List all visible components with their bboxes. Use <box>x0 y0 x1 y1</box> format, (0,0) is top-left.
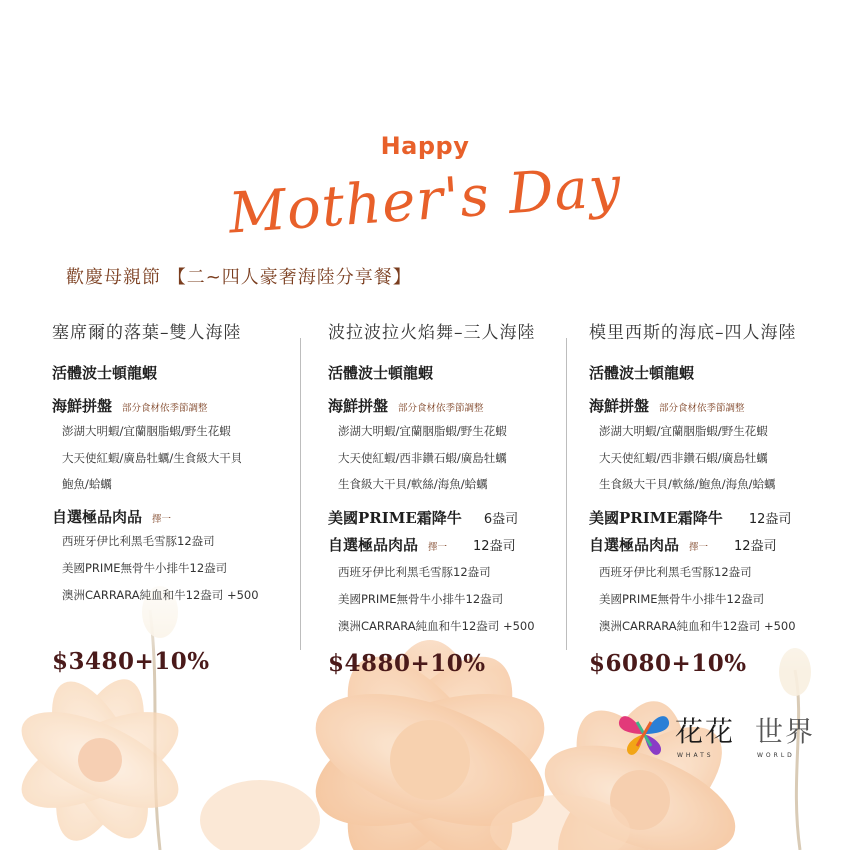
prime-beef-item <box>589 507 791 528</box>
meat-label: 自選極品肉品 <box>589 536 680 554</box>
set-title: 模里西斯的海底–四人海陸 <box>589 323 797 343</box>
set-price: $4880+10% <box>328 650 486 677</box>
butterfly-logo-icon <box>615 708 673 760</box>
lobster-item: 活體波士頓龍蝦 <box>589 364 695 382</box>
meat-option: 西班牙伊比利黑毛雪豚12盎司 <box>62 534 215 548</box>
meat-option: 西班牙伊比利黑毛雪豚12盎司 <box>599 565 752 579</box>
meat-label: 自選極品肉品 <box>328 536 419 554</box>
seafood-label: 海鮮拼盤 <box>589 397 650 415</box>
meat-option: 美國PRIME無骨牛小排牛12盎司 <box>599 592 765 606</box>
seafood-line: 生食級大干貝/軟絲/海魚/蛤蠣 <box>338 477 488 491</box>
meat-qty: 12盎司 <box>473 539 516 554</box>
meat-option: 澳洲CARRARA純血和牛12盎司 +500 <box>599 619 796 633</box>
seafood-platter-item <box>52 395 208 416</box>
seafood-line: 澎湖大明蝦/宜蘭胭脂蝦/野生花蝦 <box>62 424 231 438</box>
meat-option: 澳洲CARRARA純血和牛12盎司 +500 <box>338 619 535 633</box>
seafood-platter-item <box>589 395 745 416</box>
logo-small-right: WORLD <box>757 752 795 759</box>
set-card-three-person <box>328 318 588 677</box>
seafood-line: 生食級大干貝/軟絲/鮑魚/海魚/蛤蠣 <box>599 477 776 491</box>
meat-choice-item <box>589 534 777 555</box>
choose-one-note: 擇一 <box>689 542 709 553</box>
happy-heading: Happy <box>380 132 470 160</box>
choose-one-note: 擇一 <box>152 514 172 525</box>
seafood-line: 澎湖大明蝦/宜蘭胭脂蝦/野生花蝦 <box>599 424 768 438</box>
brand-logo <box>615 708 815 764</box>
column-divider <box>300 338 301 650</box>
set-title: 塞席爾的落葉–雙人海陸 <box>52 323 242 343</box>
lobster-item: 活體波士頓龍蝦 <box>52 364 158 382</box>
seafood-line: 鮑魚/蛤蠣 <box>62 477 112 491</box>
meat-choice-item <box>52 506 171 527</box>
lobster-item: 活體波士頓龍蝦 <box>328 364 434 382</box>
set-card-four-person <box>589 318 849 677</box>
meat-choice-item <box>328 534 516 555</box>
set-card-two-person <box>52 318 312 675</box>
set-title: 波拉波拉火焰舞–三人海陸 <box>328 323 536 343</box>
set-price: $3480+10% <box>52 648 210 675</box>
meat-option: 美國PRIME無骨牛小排牛12盎司 <box>338 592 504 606</box>
meat-qty: 12盎司 <box>734 539 777 554</box>
logo-name-right: 世界 <box>755 715 816 748</box>
seasonal-note: 部分食材依季節調整 <box>398 403 484 414</box>
mothers-day-heading: Mother's Day <box>226 154 624 247</box>
prime-label: 美國PRIME霜降牛 <box>589 509 723 527</box>
seafood-label: 海鮮拼盤 <box>328 397 389 415</box>
prime-qty: 12盎司 <box>748 512 792 527</box>
set-price: $6080+10% <box>589 650 747 677</box>
meat-option: 澳洲CARRARA純血和牛12盎司 +500 <box>62 588 259 602</box>
seasonal-note: 部分食材依季節調整 <box>659 403 745 414</box>
prime-label: 美國PRIME霜降牛 <box>328 509 462 527</box>
prime-qty: 6盎司 <box>483 512 519 527</box>
seafood-platter-item <box>328 395 484 416</box>
seafood-line: 大天使紅蝦/西非鑽石蝦/廣島牡蠣 <box>599 451 768 465</box>
logo-name-left: 花花 <box>675 715 736 748</box>
column-divider <box>566 338 567 650</box>
meat-label: 自選極品肉品 <box>52 508 143 526</box>
seasonal-note: 部分食材依季節調整 <box>122 403 208 414</box>
seafood-line: 澎湖大明蝦/宜蘭胭脂蝦/野生花蝦 <box>338 424 507 438</box>
choose-one-note: 擇一 <box>428 542 448 553</box>
promo-subtitle: 歡慶母親節 【二~四人豪奢海陸分享餐】 <box>66 267 412 288</box>
prime-beef-item <box>328 507 518 528</box>
meat-option: 美國PRIME無骨牛小排牛12盎司 <box>62 561 228 575</box>
seafood-label: 海鮮拼盤 <box>52 397 113 415</box>
seafood-line: 大天使紅蝦/西非鑽石蝦/廣島牡蠣 <box>338 451 507 465</box>
meat-option: 西班牙伊比利黑毛雪豚12盎司 <box>338 565 491 579</box>
seafood-line: 大天使紅蝦/廣島牡蠣/生食級大干貝 <box>62 451 243 465</box>
logo-small-left: WHATS <box>677 752 714 759</box>
